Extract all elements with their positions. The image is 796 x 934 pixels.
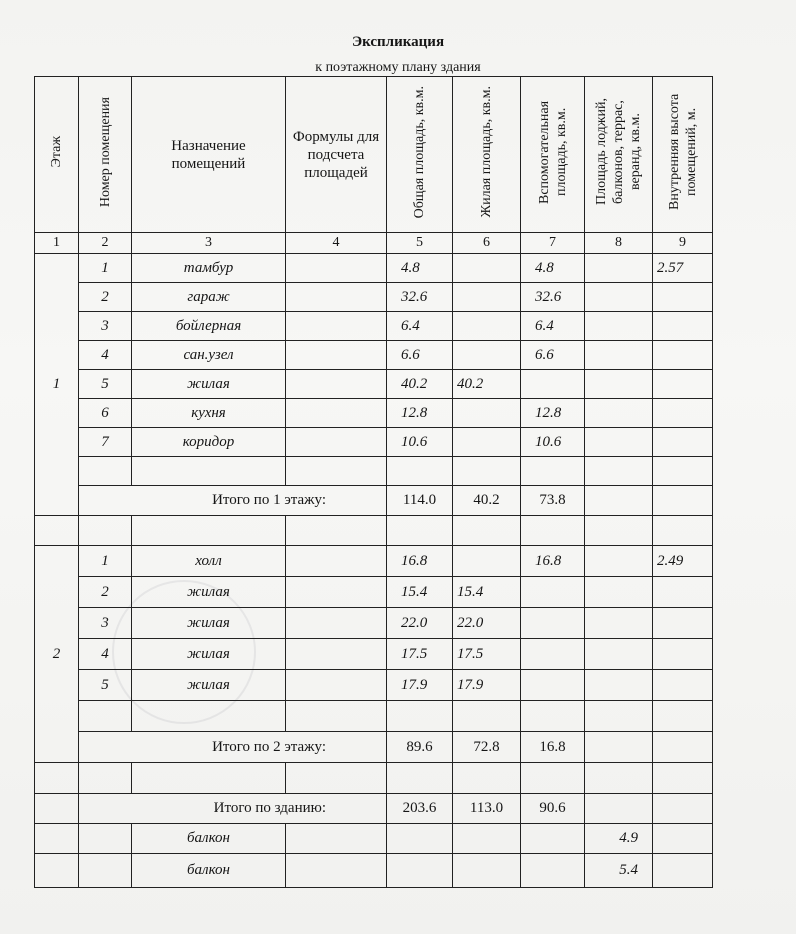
empty-row (35, 701, 713, 732)
header-balcony-area: Площадь лоджий, балконов, террас, веранд, кв.м. (585, 77, 653, 233)
ceiling-height: 2.49 (653, 546, 713, 577)
room-number: 7 (79, 428, 132, 457)
ceiling-height: 2.57 (653, 254, 713, 283)
floor-1-living-area: 40.2 (453, 486, 521, 516)
total-area: 16.8 (387, 546, 453, 577)
balcony-area-value: 4.9 (585, 824, 653, 854)
total-area: 40.2 (387, 370, 453, 399)
table-row (35, 546, 713, 577)
formula-cell (286, 283, 387, 312)
room-name: сан.узел (132, 341, 286, 370)
total-area: 17.5 (387, 639, 453, 670)
balcony-area (585, 639, 653, 670)
balcony-area (585, 670, 653, 701)
room-name: жилая (132, 370, 286, 399)
floor-2-aux-area: 16.8 (521, 732, 585, 763)
table-row (35, 254, 713, 283)
explication-table (34, 76, 713, 888)
floor-2-label: 2 (35, 546, 79, 763)
header-ceiling-height: Внутренняя высота помещений, м. (653, 77, 713, 233)
aux-area (521, 577, 585, 608)
formula-cell (286, 370, 387, 399)
living-area (453, 428, 521, 457)
column-number: 2 (79, 233, 132, 254)
header-room-purpose: Назначение помещений (132, 77, 286, 233)
room-number: 1 (79, 546, 132, 577)
aux-area: 32.6 (521, 283, 585, 312)
header-formulas: Формулы для подсчета площадей (286, 77, 387, 233)
room-number: 5 (79, 670, 132, 701)
formula-cell (286, 577, 387, 608)
ceiling-height (653, 312, 713, 341)
document-subtitle: к поэтажному плану здания (315, 60, 481, 75)
total-area: 15.4 (387, 577, 453, 608)
formula-cell (286, 341, 387, 370)
building-total-area: 203.6 (387, 794, 453, 824)
living-area: 17.9 (453, 670, 521, 701)
balcony-name: балкон (132, 824, 286, 854)
table-row (35, 399, 713, 428)
balcony-area (585, 312, 653, 341)
room-number: 2 (79, 577, 132, 608)
total-area: 22.0 (387, 608, 453, 639)
empty-row (35, 457, 713, 486)
header-aux-area: Вспомогательная площадь, кв.м. (521, 77, 585, 233)
ceiling-height (653, 608, 713, 639)
room-name: жилая (132, 608, 286, 639)
balcony-area (585, 577, 653, 608)
formula-cell (286, 639, 387, 670)
table-row (35, 639, 713, 670)
balcony-row (35, 854, 713, 888)
floor-1-total-row (35, 486, 713, 516)
ceiling-height (653, 639, 713, 670)
header-living-area: Жилая площадь, кв.м. (453, 77, 521, 233)
floor-2-total-area: 89.6 (387, 732, 453, 763)
table-row (35, 670, 713, 701)
room-name: жилая (132, 670, 286, 701)
column-number: 4 (286, 233, 387, 254)
total-area: 6.6 (387, 341, 453, 370)
balcony-name: балкон (132, 854, 286, 888)
balcony-area (585, 546, 653, 577)
living-area: 22.0 (453, 608, 521, 639)
living-area: 17.5 (453, 639, 521, 670)
building-living-area: 113.0 (453, 794, 521, 824)
ceiling-height (653, 283, 713, 312)
column-number-row (35, 233, 713, 254)
floor-1-total-label: Итого по 1 этажу: (79, 486, 387, 516)
ceiling-height (653, 341, 713, 370)
balcony-area (585, 370, 653, 399)
floor-1-label: 1 (35, 254, 79, 516)
formula-cell (286, 428, 387, 457)
table-row (35, 428, 713, 457)
aux-area (521, 639, 585, 670)
total-area: 4.8 (387, 254, 453, 283)
formula-cell (286, 254, 387, 283)
ceiling-height (653, 399, 713, 428)
document-title: Экспликация (351, 34, 445, 50)
room-name: бойлерная (132, 312, 286, 341)
ceiling-height (653, 670, 713, 701)
formula-cell (286, 546, 387, 577)
column-number: 3 (132, 233, 286, 254)
balcony-area-value: 5.4 (585, 854, 653, 888)
column-number: 7 (521, 233, 585, 254)
aux-area: 6.6 (521, 341, 585, 370)
building-total-label: Итого по зданию: (79, 794, 387, 824)
aux-area: 10.6 (521, 428, 585, 457)
balcony-area (585, 283, 653, 312)
living-area: 40.2 (453, 370, 521, 399)
building-total-row (35, 794, 713, 824)
living-area (453, 254, 521, 283)
aux-area (521, 670, 585, 701)
room-number: 6 (79, 399, 132, 428)
room-name: холл (132, 546, 286, 577)
aux-area: 4.8 (521, 254, 585, 283)
room-number: 5 (79, 370, 132, 399)
total-area: 6.4 (387, 312, 453, 341)
room-name: жилая (132, 639, 286, 670)
room-number: 3 (79, 608, 132, 639)
total-area: 12.8 (387, 399, 453, 428)
header-total-area: Общая площадь, кв.м. (387, 77, 453, 233)
floor-2-total-label: Итого по 2 этажу: (79, 732, 387, 763)
table-row (35, 608, 713, 639)
total-area: 17.9 (387, 670, 453, 701)
spacer-row (35, 516, 713, 546)
aux-area (521, 608, 585, 639)
balcony-area (585, 399, 653, 428)
building-aux-area: 90.6 (521, 794, 585, 824)
table-row (35, 341, 713, 370)
living-area (453, 546, 521, 577)
balcony-area (585, 608, 653, 639)
formula-cell (286, 608, 387, 639)
column-number: 9 (653, 233, 713, 254)
header-floor: Этаж (35, 77, 79, 233)
balcony-row (35, 824, 713, 854)
living-area (453, 341, 521, 370)
floor-2-total-row (35, 732, 713, 763)
room-name: коридор (132, 428, 286, 457)
column-number: 6 (453, 233, 521, 254)
table-row (35, 577, 713, 608)
formula-cell (286, 399, 387, 428)
room-number: 4 (79, 341, 132, 370)
total-area: 32.6 (387, 283, 453, 312)
room-name: гараж (132, 283, 286, 312)
header-room-number: Номер помещения (79, 77, 132, 233)
column-number: 1 (35, 233, 79, 254)
room-name: кухня (132, 399, 286, 428)
spacer-row (35, 763, 713, 794)
living-area (453, 283, 521, 312)
table-row (35, 370, 713, 399)
table-row (35, 312, 713, 341)
room-name: жилая (132, 577, 286, 608)
room-name: тамбур (132, 254, 286, 283)
header-row (35, 77, 713, 233)
column-number: 5 (387, 233, 453, 254)
ceiling-height (653, 428, 713, 457)
balcony-area (585, 254, 653, 283)
floor-1-total-area: 114.0 (387, 486, 453, 516)
living-area (453, 399, 521, 428)
aux-area: 16.8 (521, 546, 585, 577)
room-number: 3 (79, 312, 132, 341)
formula-cell (286, 670, 387, 701)
aux-area (521, 370, 585, 399)
room-number: 1 (79, 254, 132, 283)
column-number: 8 (585, 233, 653, 254)
aux-area: 6.4 (521, 312, 585, 341)
aux-area: 12.8 (521, 399, 585, 428)
floor-1-aux-area: 73.8 (521, 486, 585, 516)
ceiling-height (653, 577, 713, 608)
room-number: 4 (79, 639, 132, 670)
living-area (453, 312, 521, 341)
balcony-area (585, 428, 653, 457)
total-area: 10.6 (387, 428, 453, 457)
living-area: 15.4 (453, 577, 521, 608)
room-number: 2 (79, 283, 132, 312)
table-row (35, 283, 713, 312)
formula-cell (286, 312, 387, 341)
floor-2-living-area: 72.8 (453, 732, 521, 763)
balcony-area (585, 341, 653, 370)
ceiling-height (653, 370, 713, 399)
